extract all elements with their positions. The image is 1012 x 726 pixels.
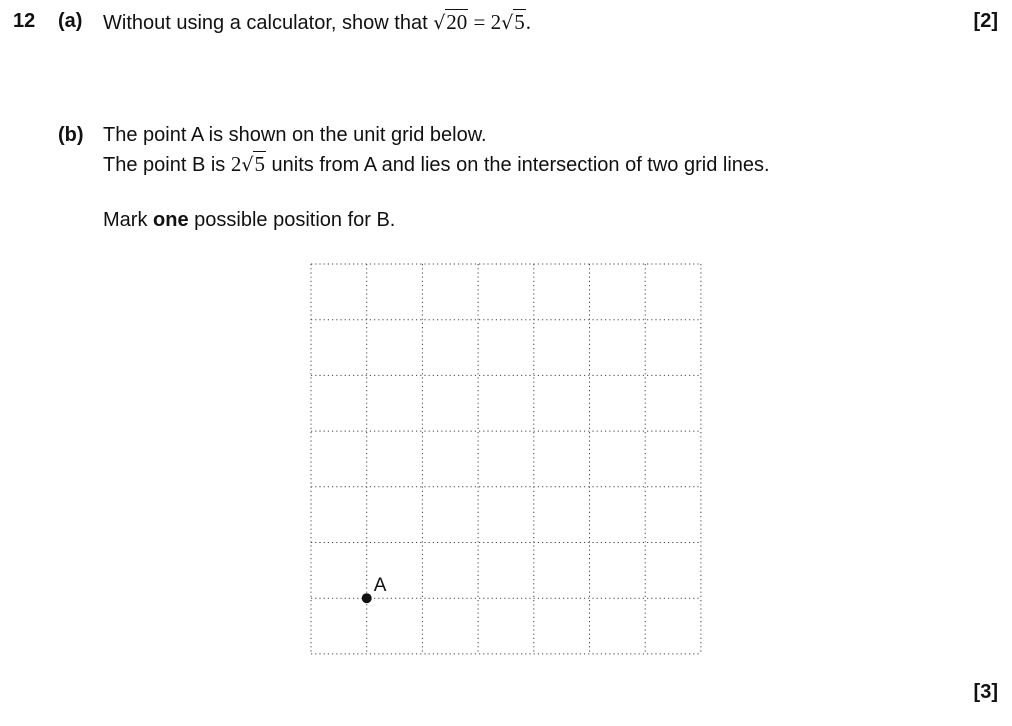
line3-start: Mark xyxy=(103,209,148,231)
line2-end: units from A and lies on the intersection of two grid lines. xyxy=(271,154,770,176)
line2-start: The point B is xyxy=(103,154,226,176)
radical-sign: √ xyxy=(501,12,514,34)
part-b-line1: The point A is shown on the unit grid below. xyxy=(103,124,487,146)
radicand-20: 20 xyxy=(446,10,468,34)
part-b-label: (b) xyxy=(58,124,84,146)
part-b-marks: [3] xyxy=(973,681,998,703)
part-a-label: (a) xyxy=(58,10,83,32)
line3-bold: one xyxy=(153,209,189,231)
point-a-marker xyxy=(362,593,372,603)
line2-coefficient: 2 xyxy=(230,152,242,176)
line2-radicand: 5 xyxy=(254,152,265,176)
part-a-prompt: Without using a calculator, show that xyxy=(103,12,428,34)
part-a-marks: [2] xyxy=(973,10,998,32)
question-number: 12 xyxy=(13,10,36,32)
equation-end: . xyxy=(525,10,531,34)
equals-sign: = xyxy=(473,10,486,34)
radical-sign: √ xyxy=(433,12,446,34)
line3-end: possible position for B. xyxy=(194,209,396,231)
radicand-5: 5 xyxy=(514,10,525,34)
coefficient: 2 xyxy=(490,10,502,34)
radical-sign: √ xyxy=(241,154,254,176)
point-a-label: A xyxy=(373,575,387,597)
